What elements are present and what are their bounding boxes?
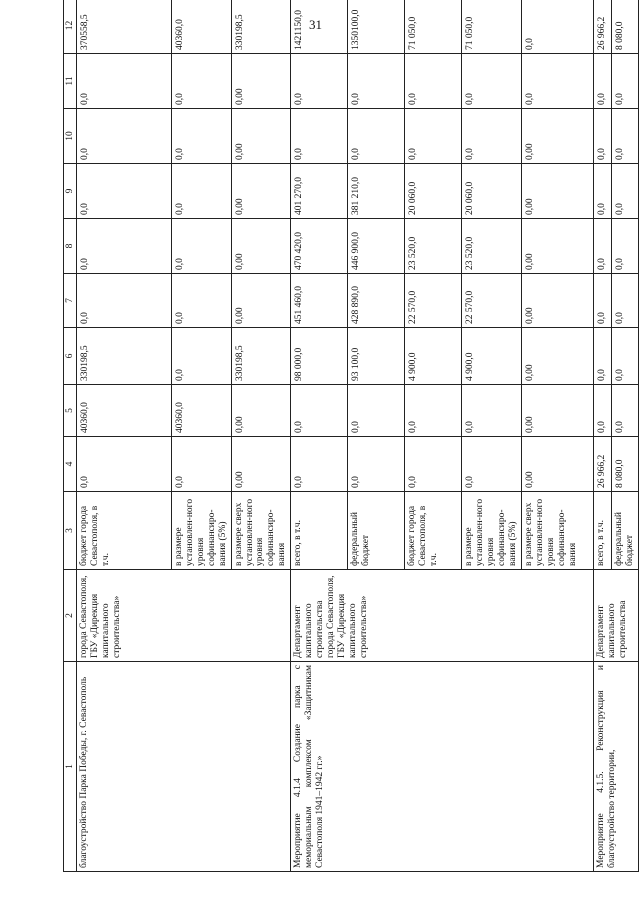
value-cell: 8 080,0 <box>611 437 638 492</box>
value-cell: 381 210,0 <box>348 164 405 219</box>
source-cell: бюджет города Севастополя, в т.ч. <box>77 492 172 570</box>
value-cell: 0,00 <box>521 219 593 274</box>
value-cell: 401 270,0 <box>291 164 348 219</box>
value-cell: 0,0 <box>405 385 462 437</box>
executor-cell: Департамент капитального строительства города Севастополя, ГБУ «Дирекция капитального строительства» <box>291 570 594 662</box>
value-cell: 0,0 <box>462 437 522 492</box>
source-cell: в размере сверх установлен-ного уровня софинансиро-вания <box>231 492 291 570</box>
measure-cell: Мероприятие 4.1.4 Создание парка с мемориальным комплексом «Защитникам Севастополя 1941–1942 гг.» <box>291 662 594 872</box>
value-cell: 451 460,0 <box>291 274 348 328</box>
value-cell: 0,0 <box>611 54 638 109</box>
value-cell: 0,0 <box>172 109 232 164</box>
value-cell: 0,00 <box>521 274 593 328</box>
value-cell: 4 900,0 <box>462 328 522 385</box>
header-row <box>64 0 77 872</box>
value-cell: 0,00 <box>231 109 291 164</box>
measure-cell: Мероприятие 4.1.5. Реконструкция и благоустройство территории, <box>593 662 638 872</box>
total-cell: 71 050,0 <box>405 0 462 54</box>
value-cell: 0,0 <box>291 385 348 437</box>
executor-cell: города Севастополя, ГБУ «Дирекция капитального строительства» <box>77 570 291 662</box>
value-cell: 330198,5 <box>77 328 172 385</box>
value-cell: 26 966,2 <box>593 437 611 492</box>
page-number: 31 <box>309 17 322 32</box>
rotated-table-wrapper <box>63 9 635 872</box>
value-cell: 0,0 <box>462 385 522 437</box>
source-cell: всего, в т.ч. <box>593 492 611 570</box>
value-cell: 0,0 <box>593 109 611 164</box>
table-row <box>593 0 611 872</box>
measure-cell: благоустройство Парка Победы, г. Севастополь <box>77 662 291 872</box>
header-cell: 12 <box>64 0 77 54</box>
header-cell: 1 <box>64 662 77 872</box>
value-cell: 0,0 <box>348 437 405 492</box>
value-cell: 0,0 <box>462 54 522 109</box>
total-cell: 330198,5 <box>231 0 291 54</box>
value-cell: 428 890,0 <box>348 274 405 328</box>
financing-table <box>63 0 639 872</box>
total-cell: 40360,0 <box>172 0 232 54</box>
value-cell: 0,0 <box>77 219 172 274</box>
header-cell: 4 <box>64 437 77 492</box>
value-cell: 0,0 <box>462 109 522 164</box>
value-cell: 0,0 <box>611 109 638 164</box>
header-cell: 10 <box>64 109 77 164</box>
value-cell: 40360,0 <box>172 385 232 437</box>
value-cell: 93 100,0 <box>348 328 405 385</box>
value-cell: 0,0 <box>521 54 593 109</box>
total-cell: 370558,5 <box>77 0 172 54</box>
value-cell: 0,0 <box>593 328 611 385</box>
value-cell: 40360,0 <box>77 385 172 437</box>
total-cell: 8 080,0 <box>611 0 638 54</box>
value-cell: 470 420,0 <box>291 219 348 274</box>
value-cell: 0,0 <box>291 109 348 164</box>
value-cell: 20 060,0 <box>462 164 522 219</box>
source-cell: всего, в т.ч. <box>291 492 348 570</box>
value-cell: 0,0 <box>405 437 462 492</box>
value-cell: 0,0 <box>172 437 232 492</box>
value-cell: 0,0 <box>611 328 638 385</box>
source-cell: в размере сверх установлен-ного уровня софинансиро-вания <box>521 492 593 570</box>
value-cell: 0,0 <box>593 164 611 219</box>
value-cell: 20 060,0 <box>405 164 462 219</box>
value-cell: 23 520,0 <box>405 219 462 274</box>
total-cell: 26 966,2 <box>593 0 611 54</box>
value-cell: 22 570,0 <box>462 274 522 328</box>
total-cell: 71 050,0 <box>462 0 522 54</box>
source-cell: бюджет города Севастополя, в т.ч. <box>405 492 462 570</box>
value-cell: 0,0 <box>611 274 638 328</box>
header-cell: 8 <box>64 219 77 274</box>
source-cell: федеральный бюджет <box>611 492 638 570</box>
value-cell: 0,0 <box>593 54 611 109</box>
value-cell: 0,0 <box>77 437 172 492</box>
value-cell: 0,0 <box>348 54 405 109</box>
value-cell: 0,0 <box>348 109 405 164</box>
source-cell: в размере установлен-ного уровня софинансиро-вания (5%) <box>462 492 522 570</box>
value-cell: 0,00 <box>231 437 291 492</box>
value-cell: 0,0 <box>405 109 462 164</box>
value-cell: 23 520,0 <box>462 219 522 274</box>
value-cell: 0,0 <box>172 219 232 274</box>
value-cell: 0,0 <box>611 164 638 219</box>
table-row <box>291 0 348 872</box>
value-cell: 0,00 <box>521 385 593 437</box>
value-cell: 0,00 <box>231 54 291 109</box>
value-cell: 0,00 <box>521 437 593 492</box>
value-cell: 98 000,0 <box>291 328 348 385</box>
total-cell: 1421150,0 <box>291 0 348 54</box>
value-cell: 4 900,0 <box>405 328 462 385</box>
value-cell: 0,0 <box>77 274 172 328</box>
value-cell: 0,0 <box>291 54 348 109</box>
header-cell: 9 <box>64 164 77 219</box>
value-cell: 0,0 <box>291 437 348 492</box>
value-cell: 0,0 <box>77 54 172 109</box>
value-cell: 0,0 <box>611 385 638 437</box>
header-cell: 2 <box>64 570 77 662</box>
value-cell: 0,00 <box>231 274 291 328</box>
value-cell: 0,0 <box>172 54 232 109</box>
total-cell: 0,0 <box>521 0 593 54</box>
value-cell: 446 900,0 <box>348 219 405 274</box>
value-cell: 0,00 <box>521 109 593 164</box>
value-cell: 0,0 <box>593 219 611 274</box>
value-cell: 0,0 <box>405 54 462 109</box>
value-cell: 330198,5 <box>231 328 291 385</box>
value-cell: 0,0 <box>348 385 405 437</box>
value-cell: 0,0 <box>172 164 232 219</box>
value-cell: 0,00 <box>231 164 291 219</box>
header-cell: 5 <box>64 385 77 437</box>
executor-cell: Департамент капитального строительства <box>593 570 638 662</box>
header-cell: 7 <box>64 274 77 328</box>
value-cell: 0,00 <box>231 385 291 437</box>
value-cell: 0,0 <box>77 164 172 219</box>
value-cell: 0,00 <box>521 164 593 219</box>
header-cell: 6 <box>64 328 77 385</box>
header-cell: 3 <box>64 492 77 570</box>
total-cell: 1350100,0 <box>348 0 405 54</box>
value-cell: 0,00 <box>521 328 593 385</box>
value-cell: 22 570,0 <box>405 274 462 328</box>
value-cell: 0,0 <box>172 274 232 328</box>
value-cell: 0,0 <box>172 328 232 385</box>
value-cell: 0,0 <box>593 385 611 437</box>
value-cell: 0,0 <box>611 219 638 274</box>
table-row <box>77 0 172 872</box>
source-cell: в размере установлен-ного уровня софинансиро-вания (5%) <box>172 492 232 570</box>
header-cell: 11 <box>64 54 77 109</box>
value-cell: 0,0 <box>77 109 172 164</box>
value-cell: 0,00 <box>231 219 291 274</box>
value-cell: 0,0 <box>593 274 611 328</box>
source-cell: федеральный бюджет <box>348 492 405 570</box>
